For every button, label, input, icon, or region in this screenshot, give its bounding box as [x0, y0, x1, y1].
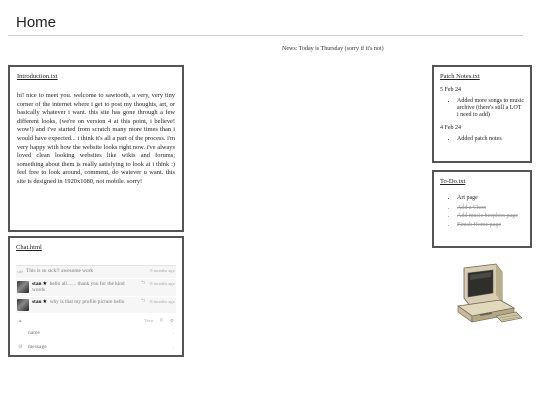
- star-icon: ★: [42, 280, 48, 287]
- chat-panel: [8, 236, 184, 357]
- name-row: [16, 326, 176, 340]
- todo-panel: [432, 170, 532, 248]
- todo-title[interactable]: To-Do.txt: [440, 178, 466, 185]
- avatar: [17, 281, 29, 293]
- reply-icon[interactable]: ⮌: [141, 298, 146, 304]
- scroll-up-icon[interactable]: ▲: [18, 318, 23, 323]
- message-input[interactable]: [28, 344, 173, 350]
- todo-item-done: • Add music beepbox page: [457, 213, 524, 220]
- todo-list: [440, 195, 524, 229]
- introduction-text: hi! nice to meet you. welcome to sawtooth, a very, very tiny corner of the internet where i get to post my thoughts, art, or basically whatever i want. this site has gone through a few different looks, (we're on version 4 at this point, i believe! wow!) and i've started from scratch many more times than i would have expected... i think it's all a part of the process. i'm very happy with how the website looks right now. i've always loved clean looking websites like wikis and forums; something about them is really satisfying to look at i think :) feel free to look around, comment, do watever u want. this site is designed in 1920x1080, not mobile. sorry!: [17, 92, 175, 185]
- introduction-panel: [8, 65, 184, 232]
- patch-date: 4 Feb 24: [440, 124, 461, 131]
- view-link[interactable]: View: [144, 317, 154, 323]
- chat-message-text: hello all....... thank you for the kind words: [32, 280, 125, 293]
- site-tag: site: [17, 269, 24, 274]
- title-divider: [8, 35, 523, 36]
- avatar: [17, 299, 29, 311]
- chat-message: [16, 297, 176, 314]
- message-row: [16, 340, 176, 354]
- introduction-title[interactable]: Introduction.txt: [17, 73, 58, 80]
- chat-message: [16, 279, 176, 297]
- chat-message: [16, 266, 176, 279]
- chat-message-time: 8 months ago: [150, 280, 175, 286]
- patch-list: [440, 98, 524, 120]
- patch-notes-panel: [432, 65, 532, 163]
- todo-item-done: • Add a Chox: [457, 205, 524, 212]
- retro-computer-icon: [450, 262, 522, 328]
- chat-message-user[interactable]: stan: [32, 298, 42, 305]
- reply-icon[interactable]: ⮌: [141, 280, 146, 286]
- patch-notes-title[interactable]: Patch Notes.txt: [440, 73, 480, 80]
- name-input[interactable]: [28, 330, 173, 336]
- patch-list: [440, 136, 524, 143]
- gear-icon[interactable]: ⚙: [18, 344, 23, 350]
- patch-date: 5 Feb 24: [440, 87, 461, 93]
- chat-controls: [16, 314, 176, 326]
- chat-title[interactable]: Chat.html: [16, 244, 42, 251]
- chat-box: [16, 265, 176, 354]
- page-title: Home: [16, 14, 57, 31]
- send-icon[interactable]: ›: [172, 344, 174, 349]
- settings-icon[interactable]: ⚙: [169, 317, 174, 323]
- expand-icon[interactable]: ⇱: [159, 317, 164, 323]
- todo-item-done: • Finish Home page: [457, 222, 524, 229]
- chat-message-time: 8 months ago: [150, 268, 175, 273]
- chat-message-text: why is that my profile picture hello: [49, 298, 125, 305]
- todo-item: • Art page: [457, 195, 524, 202]
- chat-message-text: This is so sick!! awesome work: [26, 268, 94, 274]
- chat-message-user[interactable]: stan: [32, 280, 42, 287]
- name-end-icon: ›: [172, 330, 174, 335]
- patch-item: • Added patch notes: [457, 136, 524, 143]
- patch-item: • Added more songs to music archive (there's still a LOT i need to add): [457, 98, 524, 120]
- news-ticker: News: Today is Thursday (sorry if it's not): [282, 46, 384, 52]
- star-icon: ★: [42, 298, 48, 305]
- chat-message-time: 8 months ago: [150, 298, 175, 304]
